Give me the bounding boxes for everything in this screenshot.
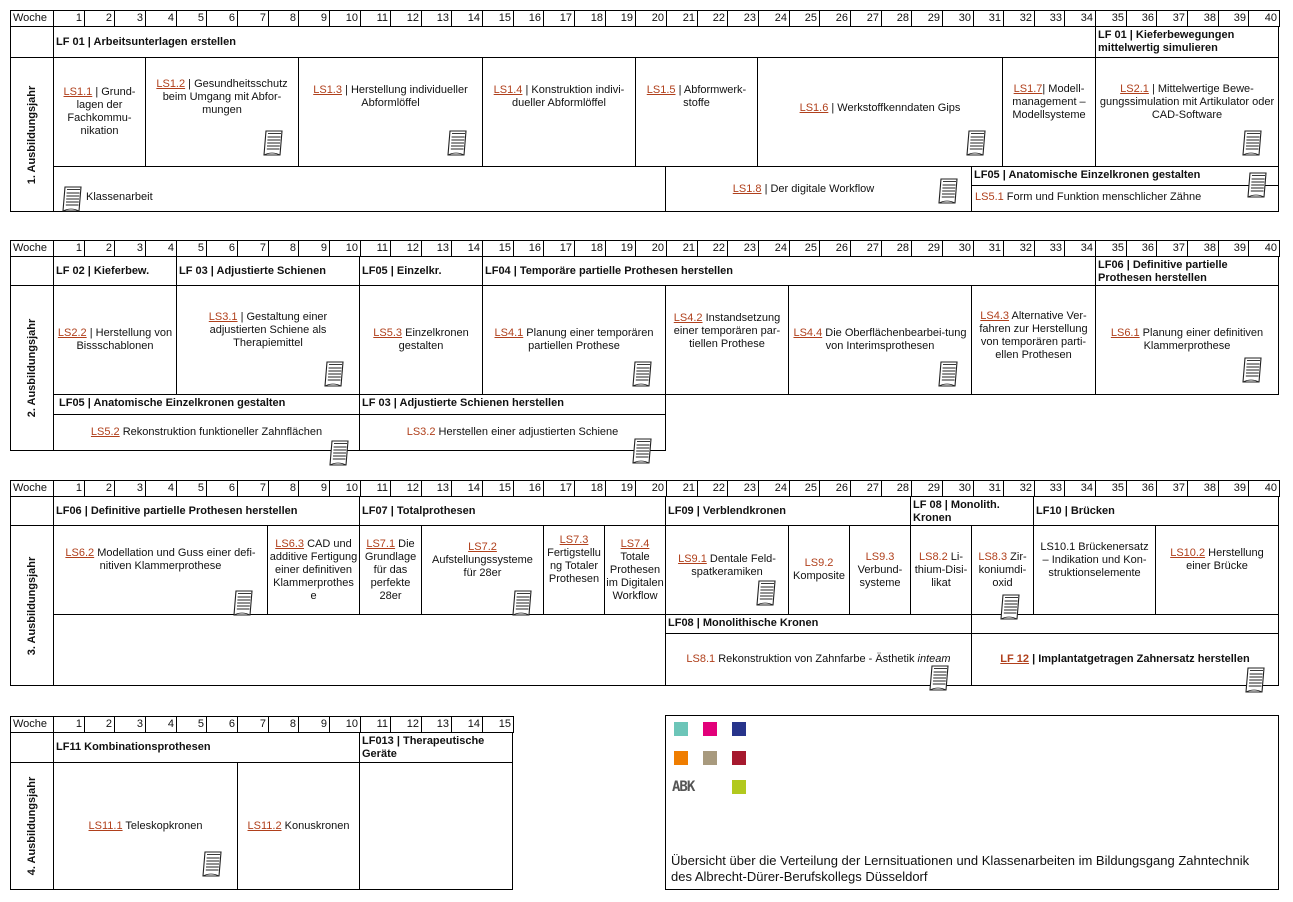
ls-text: Zir-koniumdi-oxid	[978, 550, 1027, 589]
week-number: 36	[1126, 10, 1157, 27]
klassenarbeit-document-icon	[62, 186, 84, 212]
ls-code[interactable]: LS7.3	[559, 534, 589, 546]
year1-label: 1. Ausbildungsjahr	[10, 57, 54, 212]
klassenarbeit-document-icon	[938, 178, 960, 204]
ls-text: Li-thium-Disi-likat	[914, 550, 968, 589]
ls3-2-cell	[359, 414, 666, 451]
ls-text: LS10.1 Brückenersatz – Indikation und Kon-struktionselemente	[1040, 540, 1149, 579]
klassenarbeit-document-icon	[1247, 172, 1269, 198]
week-number: 24	[758, 10, 790, 27]
lf05b-header: LF05 | Anatomische Einzelkronen gestalten	[53, 394, 360, 415]
week-number: 13	[421, 716, 452, 733]
week-number: 35	[1095, 480, 1127, 497]
ls-text: Die Grundlage für das perfekte 28er	[364, 537, 417, 602]
week-number: 17	[543, 240, 575, 257]
color-swatch-teal	[674, 722, 688, 736]
ls8-2-cell	[910, 525, 972, 615]
klassenarbeit-document-icon	[966, 130, 988, 156]
klassenarbeit-document-icon	[202, 851, 224, 877]
klassenarbeit-document-icon	[263, 130, 285, 156]
ls-code[interactable]: LS3.1	[208, 310, 238, 323]
klassenarbeit-document-icon	[1245, 667, 1267, 693]
ls-code[interactable]: LS8.1	[686, 653, 716, 665]
lf06-header: LF06 | Definitive partielle Prothesen herstellen	[1095, 256, 1279, 286]
week-number: 2	[84, 716, 115, 733]
week-number: 16	[513, 480, 544, 497]
ls7-1-cell	[359, 525, 422, 615]
week-number: 5	[176, 716, 207, 733]
week-number: 14	[451, 240, 483, 257]
lf05-header: LF05 | Einzelkr.	[359, 256, 483, 286]
corner-cell	[10, 256, 54, 286]
lf08b-header: LF08 | Monolithische Kronen	[665, 614, 972, 634]
week-number: 25	[789, 240, 820, 257]
ls-text: Herstellen einer adjustierten Schiene	[435, 426, 619, 438]
week-number: 2	[84, 10, 115, 27]
lf05-header: LF05 | Anatomische Einzelkronen gestalten	[971, 166, 1279, 186]
ls-text: | Abformwerk-stoffe	[675, 84, 747, 109]
klassenarbeit-document-icon	[447, 130, 469, 156]
week-number: 15	[482, 716, 514, 733]
empty-cell	[53, 614, 666, 686]
lf01-header: LF 01 | Arbeitsunterlagen erstellen	[53, 26, 1096, 58]
ls-text: Aufstellungssysteme für 28er	[432, 553, 533, 579]
ls-code[interactable]: LS9.1	[678, 553, 707, 565]
corner-cell	[10, 496, 54, 526]
ls-text: | Grund-lagen der Fachkommu-nikation	[67, 86, 136, 137]
week-number: 38	[1187, 240, 1219, 257]
week-number: 37	[1156, 480, 1188, 497]
week-number: 2	[84, 480, 115, 497]
week-label: Woche	[10, 240, 54, 257]
lf-code[interactable]: LF 12	[1000, 653, 1030, 665]
week-number: 37	[1156, 10, 1188, 27]
klassenarbeit-document-icon	[632, 361, 654, 387]
ls7-3-cell	[543, 525, 605, 615]
ls-code[interactable]: LS6.1	[1110, 327, 1140, 339]
week-number: 28	[881, 10, 912, 27]
year2-label: 2. Ausbildungsjahr	[10, 285, 54, 451]
lf02-header: LF 02 | Kieferbew.	[53, 256, 177, 286]
week-number: 11	[360, 240, 391, 257]
week-number: 20	[635, 480, 667, 497]
ls-code[interactable]: LS3.2	[406, 426, 436, 438]
week-label: Woche	[10, 716, 54, 733]
week-number: 29	[911, 10, 943, 27]
ls-text: | Modell-management – Modellsysteme	[1012, 82, 1086, 121]
week-number: 24	[758, 240, 790, 257]
ls-text: Rekonstruktion funktioneller Zahnflächen	[119, 426, 323, 438]
week-number: 9	[298, 240, 330, 257]
week-number: 33	[1034, 240, 1065, 257]
week-number: 12	[390, 480, 422, 497]
corner-cell	[10, 26, 54, 58]
week-number: 39	[1218, 10, 1249, 27]
ls2-2-cell	[53, 285, 177, 395]
week-number: 40	[1248, 10, 1280, 27]
week-number: 36	[1126, 240, 1157, 257]
week-number: 3	[114, 240, 146, 257]
week-number: 38	[1187, 10, 1219, 27]
week-number: 9	[298, 716, 330, 733]
lf08-header: LF 08 | Monolith. Kronen	[910, 496, 1034, 526]
ls1-8-cell	[665, 166, 972, 212]
ls-code[interactable]: LS1.3	[313, 84, 342, 96]
ls-text: | Gestaltung einer adjustierten Schiene als Therapiemittel	[209, 310, 328, 349]
ls8-1-cell	[665, 633, 972, 686]
week-number: 9	[298, 480, 330, 497]
ls-text: Dentale Feld-spatkeramiken	[691, 553, 776, 578]
week-number: 34	[1064, 240, 1096, 257]
week-number: 25	[789, 10, 820, 27]
week-number: 26	[819, 480, 851, 497]
ls-code[interactable]: LS5.3	[373, 327, 403, 339]
week-number: 18	[574, 480, 606, 497]
week-label: Woche	[10, 10, 54, 27]
ls-code[interactable]: LS6.3	[275, 537, 305, 550]
ls1-7-cell	[1002, 57, 1096, 167]
week-number: 6	[206, 480, 238, 497]
week-number: 23	[727, 240, 759, 257]
ls-code[interactable]: LS9.2	[804, 557, 834, 569]
ls-text: Totale Prothesen im Digitalen Workflow	[606, 550, 664, 602]
ls5-2-cell	[53, 414, 360, 451]
week-number: 10	[329, 240, 361, 257]
week-number: 23	[727, 10, 759, 27]
week-number: 21	[666, 480, 698, 497]
year3-label: 3. Ausbildungsjahr	[10, 525, 54, 686]
ls-code[interactable]: LS1.7	[1013, 82, 1043, 95]
ls5-3-cell	[359, 285, 483, 395]
week-number: 10	[329, 480, 361, 497]
lf03b-header: LF 03 | Adjustierte Schienen herstellen	[359, 394, 666, 415]
klassenarbeit-document-icon	[512, 590, 534, 616]
lf04-header: LF04 | Temporäre partielle Prothesen herstellen	[482, 256, 1096, 286]
ls-code[interactable]: LS4.3	[980, 310, 1010, 322]
week-number: 19	[605, 10, 636, 27]
ls-code[interactable]: LS1.1	[63, 86, 93, 98]
week-number: 13	[421, 480, 452, 497]
lf03-header: LF 03 | Adjustierte Schienen	[176, 256, 360, 286]
week-number: 26	[819, 10, 851, 27]
ls-code[interactable]: LS1.4	[493, 84, 523, 96]
week-number: 11	[360, 10, 391, 27]
week-number: 20	[635, 10, 667, 27]
week-number: 6	[206, 10, 238, 27]
week-number: 5	[176, 480, 207, 497]
week-number: 32	[1003, 480, 1035, 497]
ls-text: Planung einer temporären partiellen Prothese	[523, 327, 654, 352]
week-number: 16	[513, 10, 544, 27]
week-number: 35	[1095, 10, 1127, 27]
klassenarbeit-document-icon	[1000, 594, 1022, 620]
week-number: 32	[1003, 10, 1035, 27]
ls-text: | Konstruktion indivi-dueller Abformlöffel	[512, 84, 625, 109]
week-number: 39	[1218, 480, 1249, 497]
week-number: 13	[421, 10, 452, 27]
week-number: 33	[1034, 480, 1065, 497]
ls-text: | Herstellung von Bissschablonen	[76, 327, 173, 352]
week-number: 14	[451, 716, 483, 733]
ls7-4-cell	[604, 525, 666, 615]
klassenarbeit-document-icon	[1242, 357, 1264, 383]
ls10-2-cell	[1155, 525, 1279, 615]
ls-text: Rekonstruktion von Zahnfarbe - Ästhetik	[715, 653, 918, 665]
week-number: 37	[1156, 240, 1188, 257]
ls-code[interactable]: LS11.2	[247, 819, 282, 832]
ls-text: Form und Funktion menschlicher Zähne	[1003, 191, 1202, 203]
week-number: 24	[758, 480, 790, 497]
week-number: 22	[697, 10, 728, 27]
ls-code[interactable]: LS9.3	[865, 550, 895, 563]
week-number: 32	[1003, 240, 1035, 257]
ls-text: Instandsetzung einer temporären par-tiellen Prothese	[673, 311, 781, 350]
ls-text-italic: inteam	[917, 653, 951, 665]
week-number: 17	[543, 480, 575, 497]
color-swatch-orange	[674, 751, 688, 765]
week-number: 40	[1248, 480, 1280, 497]
week-number: 4	[145, 240, 177, 257]
week-number: 25	[789, 480, 820, 497]
ls-code[interactable]: LS11.1	[88, 819, 123, 832]
week-number: 11	[360, 716, 391, 733]
week-number: 12	[390, 10, 422, 27]
ls-text: Einzelkronen gestalten	[398, 327, 469, 352]
week-number: 30	[942, 10, 974, 27]
year4-label: 4. Ausbildungsjahr	[10, 762, 54, 890]
klassenarbeit-document-icon	[329, 440, 351, 466]
week-number: 20	[635, 240, 667, 257]
ls-text: | Herstellung individueller Abformlöffel	[341, 84, 468, 109]
week-number: 14	[451, 10, 483, 27]
ls-text: Verbund-systeme	[857, 563, 903, 589]
ls-code[interactable]: LS10.2	[1170, 547, 1206, 559]
week-number: 16	[513, 240, 544, 257]
ls-code[interactable]: LS7.4	[620, 537, 650, 550]
ls5-1-cell	[971, 185, 1279, 212]
week-number: 31	[973, 480, 1004, 497]
lf013-header: LF013 | Therapeutische Geräte	[359, 732, 513, 763]
week-number: 29	[911, 240, 943, 257]
week-number: 5	[176, 240, 207, 257]
ls-text: Modellation und Guss einer defi-nitiven Klammerprothese	[94, 547, 256, 572]
corner-cell	[10, 732, 54, 763]
week-number: 1	[53, 10, 85, 27]
lf11-header: LF11 Kombinationsprothesen	[53, 732, 360, 763]
week-number: 27	[850, 240, 882, 257]
abk-logo: ABK	[672, 779, 695, 795]
week-number: 40	[1248, 240, 1280, 257]
ls-code[interactable]: LS8.3	[978, 550, 1008, 563]
week-number: 21	[666, 240, 698, 257]
ls-text: Planung einer definitiven Klammerprothese	[1139, 327, 1264, 352]
ls-text: Fertigstellu ng Totaler Prothesen	[547, 547, 601, 585]
week-number: 31	[973, 10, 1004, 27]
week-number: 35	[1095, 240, 1127, 257]
color-swatch-taupe	[703, 751, 717, 765]
legend-caption: Übersicht über die Verteilung der Lernsituationen und Klassenarbeiten im Bildungsgang Zahntechnik des Albrecht-Dürer-Berufskollegs Düsseldorf	[671, 853, 1250, 884]
klassenarbeit-document-icon	[632, 438, 654, 464]
week-number: 28	[881, 480, 912, 497]
week-number: 22	[697, 240, 728, 257]
week-number: 6	[206, 240, 238, 257]
ls-code[interactable]: LS5.1	[975, 191, 1004, 203]
week-number: 18	[574, 240, 606, 257]
ls-text: Teleskopkronen	[122, 819, 203, 832]
ls-code[interactable]: LS1.6	[799, 101, 829, 114]
week-number: 34	[1064, 10, 1096, 27]
klassenarbeit-document-icon	[938, 361, 960, 387]
ls-code[interactable]: LS4.1	[494, 327, 524, 339]
week-number: 12	[390, 240, 422, 257]
ls-code[interactable]: LS8.2	[918, 550, 948, 563]
week-number: 7	[237, 10, 269, 27]
week-number: 13	[421, 240, 452, 257]
week-number: 8	[268, 716, 299, 733]
ls-code[interactable]: LS4.4	[793, 327, 823, 339]
week-number: 10	[329, 716, 361, 733]
ls9-3-cell	[849, 525, 911, 615]
week-number: 26	[819, 240, 851, 257]
ls-code[interactable]: LS2.1	[1120, 82, 1149, 95]
week-number: 39	[1218, 240, 1249, 257]
week-number: 3	[114, 480, 146, 497]
color-swatch-red	[732, 751, 746, 765]
week-number: 7	[237, 716, 269, 733]
week-number: 22	[697, 480, 728, 497]
week-number: 12	[390, 716, 422, 733]
lf09-header: LF09 | Verblendkronen	[665, 496, 911, 526]
week-number: 27	[850, 480, 882, 497]
ls-text: Herstellung einer Brücke	[1186, 547, 1264, 572]
week-number: 11	[360, 480, 391, 497]
ls-text: | Der digitale Workflow	[761, 182, 875, 195]
week-number: 31	[973, 240, 1004, 257]
week-number: 17	[543, 10, 575, 27]
ls-text: Die Oberflächenbearbei-tung von Interimsprothesen	[822, 327, 967, 352]
week-number: 10	[329, 10, 361, 27]
week-number: 7	[237, 480, 269, 497]
week-number: 14	[451, 480, 483, 497]
ls-text: Alternative Ver-fahren zur Herstellung von temporären parti-ellen Prothesen	[979, 310, 1088, 361]
week-number: 30	[942, 480, 974, 497]
week-number: 23	[727, 480, 759, 497]
lf10-header: LF10 | Brücken	[1033, 496, 1279, 526]
week-number: 6	[206, 716, 238, 733]
ls11-2-cell	[237, 762, 360, 890]
ls1-5-cell	[635, 57, 758, 167]
week-number: 19	[605, 480, 636, 497]
week-number: 7	[237, 240, 269, 257]
ls-code[interactable]: LS1.5	[646, 84, 676, 96]
lf-text: | Implantatgetragen Zahnersatz herstellen	[1029, 653, 1250, 665]
klassenarbeit-document-icon	[929, 665, 951, 691]
ls4-3-cell	[971, 285, 1096, 395]
ls-code[interactable]: LS4.2	[673, 311, 703, 324]
week-number: 36	[1126, 480, 1157, 497]
ls1-4-cell	[482, 57, 636, 167]
ls-code[interactable]: LS1.2	[156, 77, 186, 90]
ls-text: Konuskronen	[281, 819, 350, 832]
ls-text: | Werkstoffkenndaten Gips	[828, 101, 961, 114]
ls-code[interactable]: LS5.2	[90, 426, 120, 438]
week-number: 15	[482, 240, 514, 257]
week-number: 4	[145, 10, 177, 27]
week-number: 21	[666, 10, 698, 27]
lf01b-header: LF 01 | Kieferbewegungen mittelwertig simulieren	[1095, 26, 1279, 58]
klassenarbeit-document-icon	[233, 590, 255, 616]
week-number: 19	[605, 240, 636, 257]
week-number: 3	[114, 10, 146, 27]
klassenarbeit-label: Klassenarbeit	[86, 191, 153, 203]
week-number: 33	[1034, 10, 1065, 27]
ls-text: | Gesundheitsschutz beim Umgang mit Abfor-mungen	[162, 77, 288, 116]
week-number: 1	[53, 716, 85, 733]
week-number: 4	[145, 480, 177, 497]
ls-code[interactable]: LS2.2	[57, 327, 87, 339]
week-number: 2	[84, 240, 115, 257]
color-swatch-magenta	[703, 722, 717, 736]
klassenarbeit-document-icon	[324, 361, 346, 387]
week-number: 4	[145, 716, 177, 733]
lf12-cell	[971, 633, 1279, 686]
week-number: 9	[298, 10, 330, 27]
week-number: 27	[850, 10, 882, 27]
week-number: 15	[482, 10, 514, 27]
color-swatch-lime	[732, 780, 746, 794]
ls-code[interactable]: LS7.1	[366, 537, 396, 550]
ls-code[interactable]: LS7.2	[468, 540, 497, 553]
ls-text: CAD und additive Fertigung einer definitiven Klammerprothes e	[269, 537, 358, 602]
week-number: 38	[1187, 480, 1219, 497]
lf07-header: LF07 | Totalprothesen	[359, 496, 666, 526]
klassenarbeit-legend-cell	[53, 166, 666, 212]
week-number: 28	[881, 240, 912, 257]
week-number: 30	[942, 240, 974, 257]
color-swatch-navy	[732, 722, 746, 736]
ls9-2-cell	[788, 525, 850, 615]
week-number: 29	[911, 480, 943, 497]
week-number: 15	[482, 480, 514, 497]
ls-code[interactable]: LS6.2	[65, 547, 95, 559]
lf06-header: LF06 | Definitive partielle Prothesen herstellen	[53, 496, 360, 526]
ls4-2-cell	[665, 285, 789, 395]
ls-code[interactable]: LS1.8	[732, 182, 762, 195]
week-number: 8	[268, 240, 299, 257]
legend-panel	[665, 715, 1279, 890]
week-number: 8	[268, 480, 299, 497]
klassenarbeit-document-icon	[756, 580, 778, 606]
ls-text: Komposite	[793, 570, 845, 582]
week-number: 34	[1064, 480, 1096, 497]
week-number: 3	[114, 716, 146, 733]
week-label: Woche	[10, 480, 54, 497]
ls1-1-cell	[53, 57, 146, 167]
ls-text: | Mittelwertige Bewe-gungssimulation mit Artikulator oder CAD-Software	[1099, 82, 1275, 121]
klassenarbeit-document-icon	[1242, 130, 1264, 156]
week-number: 5	[176, 10, 207, 27]
week-number: 18	[574, 10, 606, 27]
week-number: 1	[53, 240, 85, 257]
empty-cell	[359, 762, 513, 890]
ls6-3-cell	[267, 525, 360, 615]
week-number: 8	[268, 10, 299, 27]
week-number: 1	[53, 480, 85, 497]
ls10-1-cell	[1033, 525, 1156, 615]
